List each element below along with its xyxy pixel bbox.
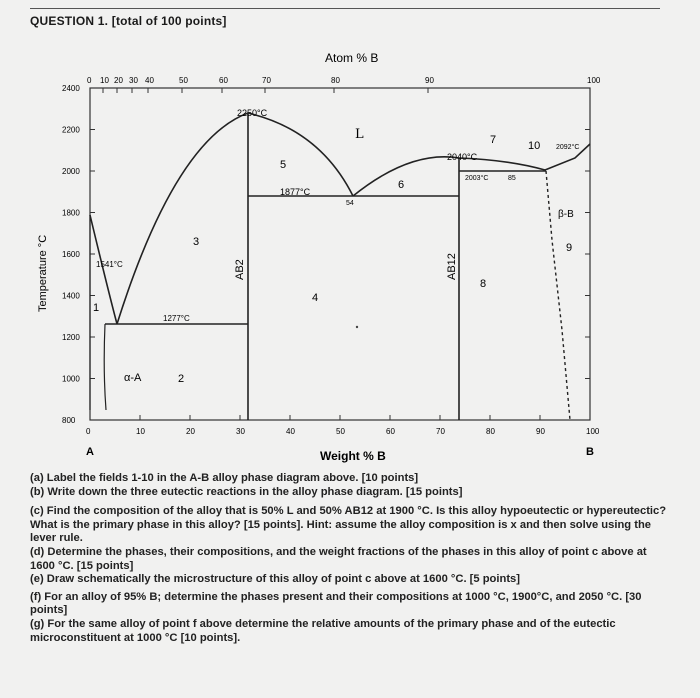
temp-tick-label: 1400: [62, 291, 80, 301]
weight-tick-label: 20: [186, 427, 195, 436]
question-c-line3: lever rule.: [30, 532, 83, 545]
question-e: (e) Draw schematically the microstructure of this alloy of point c above at 1600 °C. [5 points]: [30, 573, 521, 586]
temp-tick-label: 1200: [62, 333, 80, 342]
atom-tick-label: 80: [331, 76, 340, 85]
composition-annotation-54: 54: [346, 200, 354, 207]
questions-block: [30, 472, 670, 645]
atom-tick-label: 20: [114, 76, 123, 85]
phase-diagram: [0, 40, 700, 470]
diagram-frame: [90, 88, 590, 420]
atom-tick-label: 10: [100, 76, 109, 85]
field-number-5: 5: [280, 159, 287, 171]
temp-annotation-1277: 1277°C: [163, 314, 190, 323]
weight-tick-label: 60: [386, 427, 395, 436]
alpha-solvus: [104, 324, 106, 410]
top-rule: [30, 8, 660, 9]
field-number-10: 10: [528, 140, 541, 152]
weight-tick-label: 30: [236, 427, 245, 436]
temp-annotation-1541: 1541°C: [96, 260, 123, 269]
atom-percent-label: Atom % B: [325, 51, 379, 65]
liquidus-AB12-left: [353, 157, 459, 196]
temp-tick-label: 2400: [62, 84, 80, 93]
question-title: QUESTION 1. [total of 100 points]: [30, 14, 227, 28]
component-A-label: A: [86, 446, 94, 458]
weight-tick-label: 0: [86, 427, 91, 436]
atom-tick-label: 50: [179, 76, 188, 85]
phase-label-liquid: L: [355, 127, 364, 142]
question-c-line2: What is the primary phase in this alloy? [15 points]. Hint: assume the alloy composition is x and then solve using the: [30, 518, 652, 531]
field-number-3: 3: [193, 236, 200, 248]
weight-percent-label: Weight % B: [320, 449, 386, 463]
temp-tick-label: 1800: [62, 208, 80, 218]
temp-tick-label: 2200: [62, 125, 80, 135]
field-number-2: 2: [178, 373, 185, 385]
atom-tick-label: 30: [129, 76, 138, 85]
temp-annotation-2003: 2003°C: [465, 175, 489, 182]
phase-label-beta: β-B: [558, 209, 574, 220]
liquidus-left-dome: [117, 113, 248, 324]
field-number-7: 7: [490, 134, 497, 146]
temp-annotation-1877: 1877°C: [280, 187, 311, 197]
atom-tick-label: 70: [262, 76, 271, 85]
weight-tick-label: 50: [336, 427, 345, 436]
field-number-1: 1: [93, 302, 100, 314]
phase-label-alpha: α-A: [124, 372, 142, 384]
atom-tick-label: 100: [587, 76, 601, 85]
weight-tick-label: 70: [436, 427, 445, 436]
weight-tick-label: 10: [136, 427, 145, 436]
question-g-line1: (g) For the same alloy of point f above determine the relative amounts of the primary phase and of the eutectic: [30, 617, 616, 630]
compound-AB12-label: AB12: [446, 253, 458, 280]
liquidus-right-dome: [248, 113, 353, 196]
question-a: (a) Label the fields 1-10 in the A-B alloy phase diagram above. [10 points]: [30, 472, 419, 484]
composition-annotation-85: 85: [508, 175, 516, 182]
atom-tick-label: 60: [219, 76, 228, 85]
question-f-line1: (f) For an alloy of 95% B; determine the phases present and their compositions at 1000 °C, 1900°C, and 2050 °C. [30: [30, 590, 642, 603]
field-number-8: 8: [480, 278, 487, 290]
temp-tick-label: 1000: [62, 374, 80, 384]
weight-tick-label: 100: [586, 427, 600, 436]
temp-annotation-2040: 2040°C: [447, 152, 478, 162]
weight-tick-label: 90: [536, 427, 545, 436]
atom-tick-label: 0: [87, 76, 92, 85]
question-c-line1: (c) Find the composition of the alloy that is 50% L and 50% AB12 at 1900 °C. Is this alloy hypoeutectic or hypereutectic?: [30, 505, 667, 518]
compound-AB2-label: AB2: [234, 259, 246, 280]
temperature-axis-label: Temperature °C: [37, 234, 49, 312]
question-d-line2: 1600 °C. [15 points]: [30, 559, 134, 572]
field-number-4: 4: [312, 292, 319, 304]
temp-annotation-2250: 2250°C: [237, 108, 268, 118]
atom-tick-label: 90: [425, 76, 434, 85]
field-number-9: 9: [566, 242, 573, 254]
temp-tick-label: 1600: [62, 250, 80, 259]
question-g-line2: microconstituent at 1000 °C [10 points].: [30, 631, 241, 644]
field-number-6: 6: [398, 179, 405, 191]
temp-tick-label: 800: [62, 416, 76, 425]
weight-tick-label: 40: [286, 427, 295, 436]
temp-tick-label: 2000: [62, 167, 80, 176]
weight-tick-label: 80: [486, 427, 495, 436]
atom-tick-label: 40: [145, 76, 154, 85]
temp-annotation-2092: 2092°C: [556, 144, 580, 151]
question-f-line2: points]: [30, 604, 68, 617]
component-B-label: B: [586, 446, 594, 458]
question-d-line1: (d) Determine the phases, their compositions, and the weight fractions of the phases in this alloy of point c above at: [30, 545, 647, 558]
question-b: (b) Write down the three eutectic reactions in the alloy phase diagram. [15 points]: [30, 485, 463, 498]
